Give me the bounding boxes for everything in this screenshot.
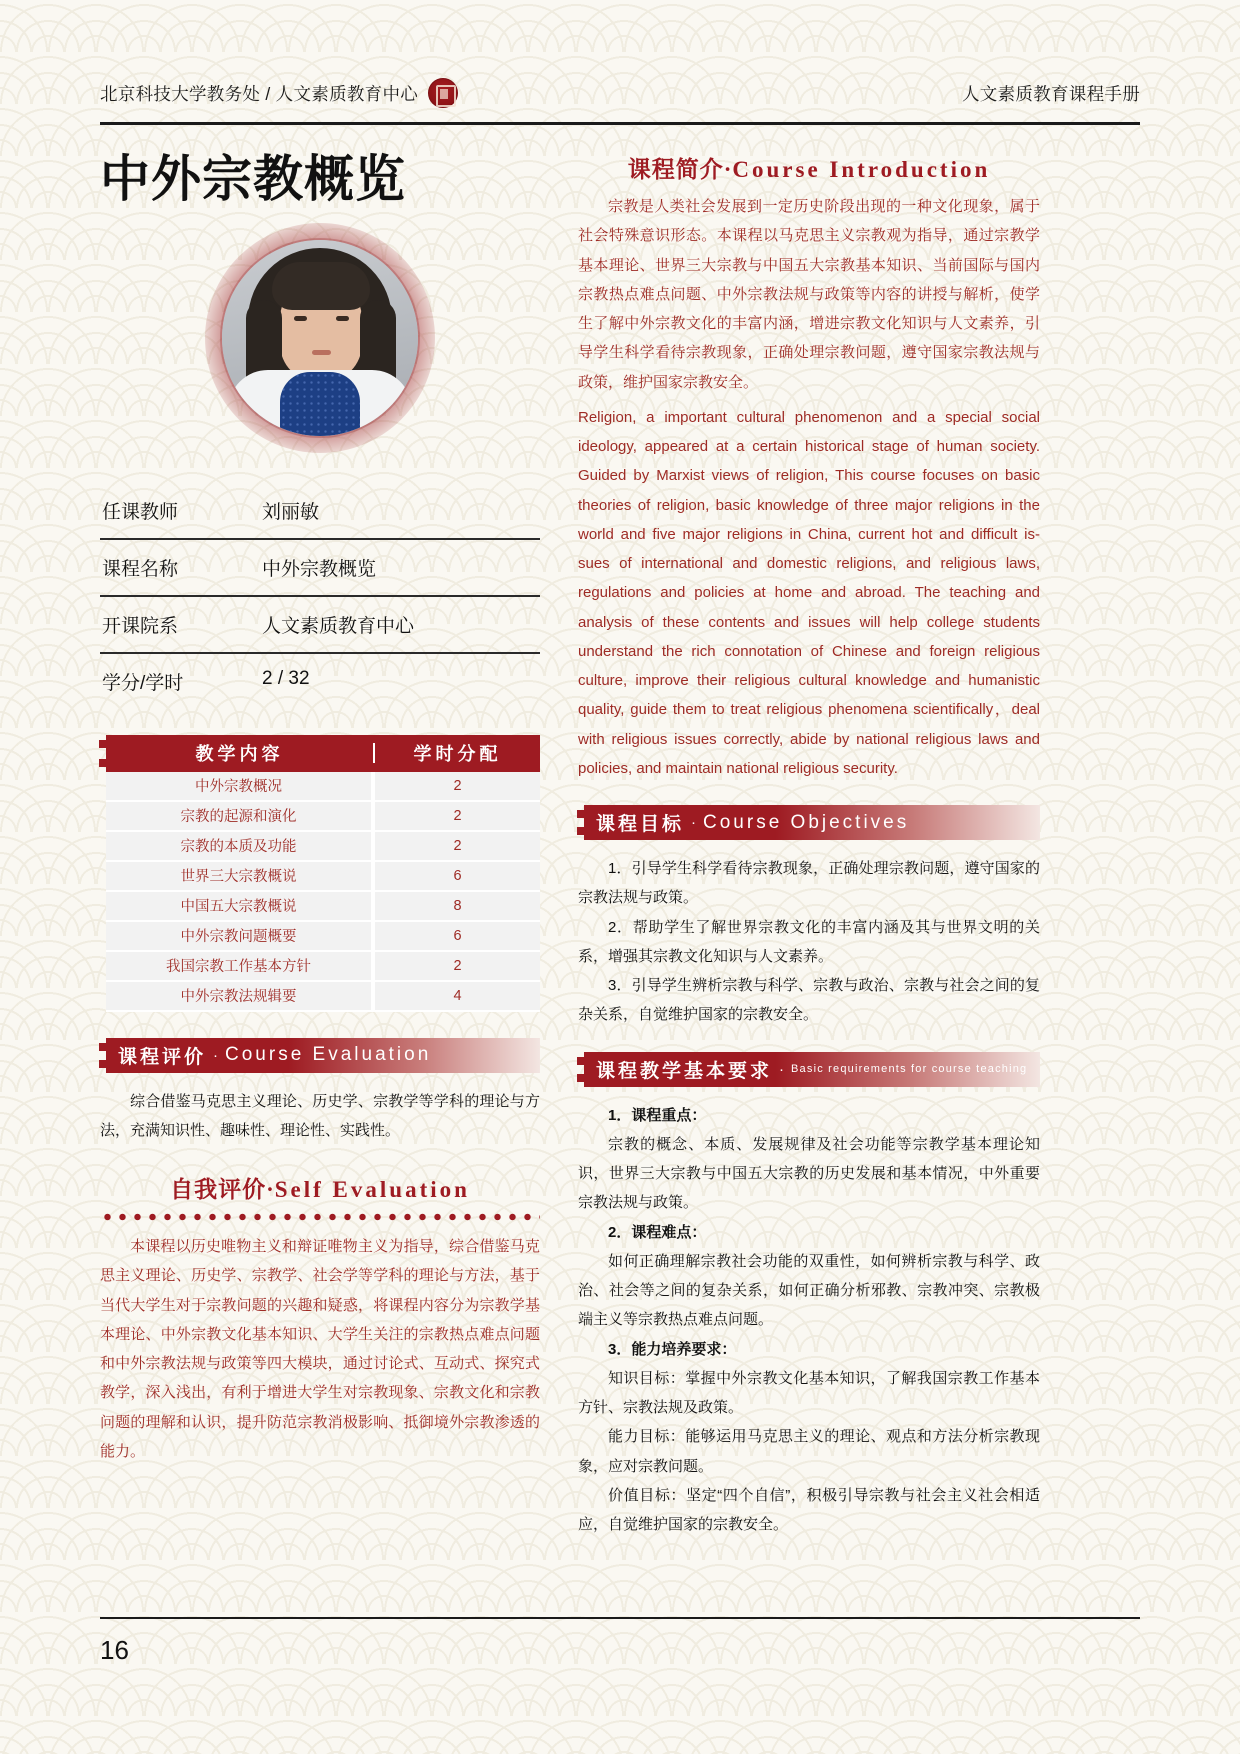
row-content: 世界三大宗教概说 [180,869,297,885]
hours-table-header [106,735,540,772]
info-label: 学分/学时 [102,672,184,694]
row-hours: 8 [453,897,462,914]
info-value: 刘丽敏 [262,501,320,523]
course-introduction-heading [578,151,1040,184]
info-row-teacher [100,483,540,540]
table-row [106,772,540,802]
course-introduction-heading-dot: · [723,157,733,182]
hours-header-hours: 学时分配 [413,744,502,764]
info-value: 中外宗教概览 [262,558,377,580]
info-value: 人文素质教育中心 [262,615,415,637]
page-footer [100,1617,1140,1666]
requirement-body: 能力目标：能够运用马克思主义的理论、观点和方法分析宗教现象，应对宗教问题。 [578,1428,1040,1475]
banner-separator-dot: · [213,1046,219,1064]
table-row [106,982,540,1012]
row-hours: 2 [453,777,462,794]
row-content: 中国五大宗教概说 [180,899,297,915]
self-evaluation-heading [100,1171,540,1204]
requirement-body: 如何正确理解宗教社会功能的双重性，如何辨析宗教与科学、政治、社会等之间的复杂关系，如何正确分析邪教、宗教冲突、宗教极端主义等宗教热点难点问题。 [578,1252,1040,1329]
info-label: 开课院系 [102,615,179,637]
self-evaluation-heading-dot: · [266,1177,275,1202]
portrait-glow [205,223,435,453]
university-seal-icon [428,78,458,108]
self-evaluation-section [100,1171,540,1466]
basic-requirements-banner [584,1052,1040,1087]
row-content: 宗教的起源和演化 [180,809,297,825]
row-content: 中外宗教问题概要 [180,929,297,945]
row-hours: 2 [453,807,462,824]
page-header [100,0,1140,125]
requirement-block [578,1101,1040,1218]
table-row [106,892,540,922]
banner-separator-dot: · [779,1060,785,1078]
table-row [106,832,540,862]
info-row-course-name [100,540,540,597]
requirement-block [578,1335,1040,1540]
banner-separator-dot: · [691,814,697,831]
info-label: 任课教师 [102,501,179,523]
table-row [106,952,540,982]
course-objectives-section [578,805,1040,1030]
objective-item: 1．引导学生科学看待宗教现象，正确处理宗教问题，遵守国家的宗教法规与政策。 [578,860,1040,907]
requirement-title: 3．能力培养要求： [608,1340,737,1358]
course-introduction-section [578,151,1040,783]
info-row-credits [100,654,540,709]
requirement-body: 宗教的概念、本质、发展规律及社会功能等宗教学基本理论知识，世界三大宗教与中国五大宗教的历史发展和基本情况，中外重要宗教法规与政策。 [578,1135,1040,1212]
objective-item: 2．帮助学生了解世界宗教文化的丰富内涵及其与世界文明的关系，增强其宗教文化知识与人文素养。 [578,918,1040,965]
header-left [100,78,458,108]
row-hours: 4 [453,987,462,1004]
right-column [578,151,1040,1539]
info-label: 课程名称 [102,558,179,580]
table-row [106,862,540,892]
banner-cn-label: 课程评价 [118,1046,207,1068]
banner-en-label: Course Objectives [703,811,910,833]
banner-cn-label: 课程目标 [596,814,685,835]
requirement-title: 2．课程难点： [608,1223,707,1241]
course-title: 中外宗教概览 [100,151,406,207]
objective-item: 3．引导学生辨析宗教与科学、宗教与政治、宗教与社会之间的复杂关系，自觉维护国家的宗教安全。 [578,977,1040,1024]
self-evaluation-heading-cn: 自我评价 [170,1177,267,1202]
table-row [106,802,540,832]
info-value: 2 / 32 [262,667,310,689]
requirement-body: 价值目标：坚定“四个自信”，积极引导宗教与社会主义社会相适应，自觉维护国家的宗教安全。 [578,1486,1040,1533]
requirement-body: 知识目标：掌握中外宗教文化基本知识，了解我国宗教工作基本方针、宗教法规及政策。 [578,1369,1040,1416]
requirement-block [578,1218,1040,1335]
dotted-divider [100,1212,540,1222]
table-row [106,922,540,952]
row-content: 宗教的本质及功能 [180,839,297,855]
course-introduction-heading-cn: 课程简介 [627,157,724,182]
row-hours: 2 [453,957,462,974]
course-evaluation-body: 综合借鉴马克思主义理论、历史学、宗教学等学科的理论与方法，充满知识性、趣味性、理论性、实践性。 [100,1092,540,1139]
row-content: 中外宗教概况 [195,779,282,795]
info-row-department [100,597,540,654]
course-introduction-body-en: Religion, a important cultural phenomenon and a special social ideology, appeared at a certain historical stage of human society. Guided by Marxist views of religion, This course focuses on basic theories of religion, basic knowledge of three major religions in the world and five major religions in China, current hot and difficult is-sues of international and domestic religions, and religious laws, regulations and policies at home and abroad. The teaching and analysis of these contents and issues will help college students understand the rich connotation of Chinese and foreign religious culture, improve their religious cultural knowledge and humanistic quality, guide them to treat religious phenomena scientifically，deal with religious issues correctly, abide by national religious laws and policies, and maintain national religious security. [578,408,1040,777]
course-introduction-heading-en: Course Introduction [732,157,991,182]
banner-cn-label: 课程教学基本要求 [596,1060,773,1082]
course-info-table [100,483,540,709]
header-institution-text: 北京科技大学教务处 / 人文素质教育中心 [100,83,419,104]
course-evaluation-section [100,1038,540,1146]
content-columns [100,125,1140,1539]
course-introduction-body-cn: 宗教是人类社会发展到一定历史阶段出现的一种文化现象，属于社会特殊意识形态。本课程以马克思主义宗教观为指导，通过宗教学基本理论、世界三大宗教与中国五大宗教基本知识、当前国际与国内宗教热点难点问题、中外宗教法规与政策等内容的讲授与解析，使学生了解中外宗教文化的丰富内涵，增进宗教文化知识与人文素养，引导学生科学看待宗教现象，正确处理宗教问题，遵守国家宗教法规与政策，维护国家宗教安全。 [578,198,1040,391]
header-handbook-title: 人文素质教育课程手册 [962,83,1140,104]
teaching-hours-table [106,735,540,1012]
banner-en-label: Basic requirements for course teaching [791,1063,1028,1075]
requirement-title: 1．课程重点： [608,1106,707,1124]
self-evaluation-heading-en: Self Evaluation [274,1177,470,1202]
banner-en-label: Course Evaluation [225,1044,432,1065]
self-evaluation-body: 本课程以历史唯物主义和辩证唯物主义为指导，综合借鉴马克思主义理论、历史学、宗教学、社会学等学科的理论与方法，基于当代大学生对于宗教问题的兴趣和疑惑，将课程内容分为宗教学基本理论、中外宗教文化基本知识、大学生关注的宗教热点难点问题和中外宗教法规与政策等四大模块，通过讨论式、互动式、探究式教学，深入浅出，有利于增进大学生对宗教现象、宗教文化和宗教问题的理解和认识，提升防范宗教消极影响、抵御境外宗教渗透的能力。 [100,1238,540,1460]
instructor-avatar [222,240,418,436]
row-hours: 2 [453,837,462,854]
row-content: 我国宗教工作基本方针 [166,959,311,975]
hours-header-content: 教学内容 [195,744,284,764]
left-column [100,151,540,1539]
row-hours: 6 [453,927,462,944]
row-hours: 6 [453,867,462,884]
basic-requirements-section [578,1052,1040,1540]
course-objectives-banner [584,805,1040,840]
course-evaluation-banner [106,1038,540,1073]
instructor-portrait-wrap [100,223,540,453]
page-number: 16 [100,1635,129,1665]
row-content: 中外宗教法规辑要 [180,989,297,1005]
